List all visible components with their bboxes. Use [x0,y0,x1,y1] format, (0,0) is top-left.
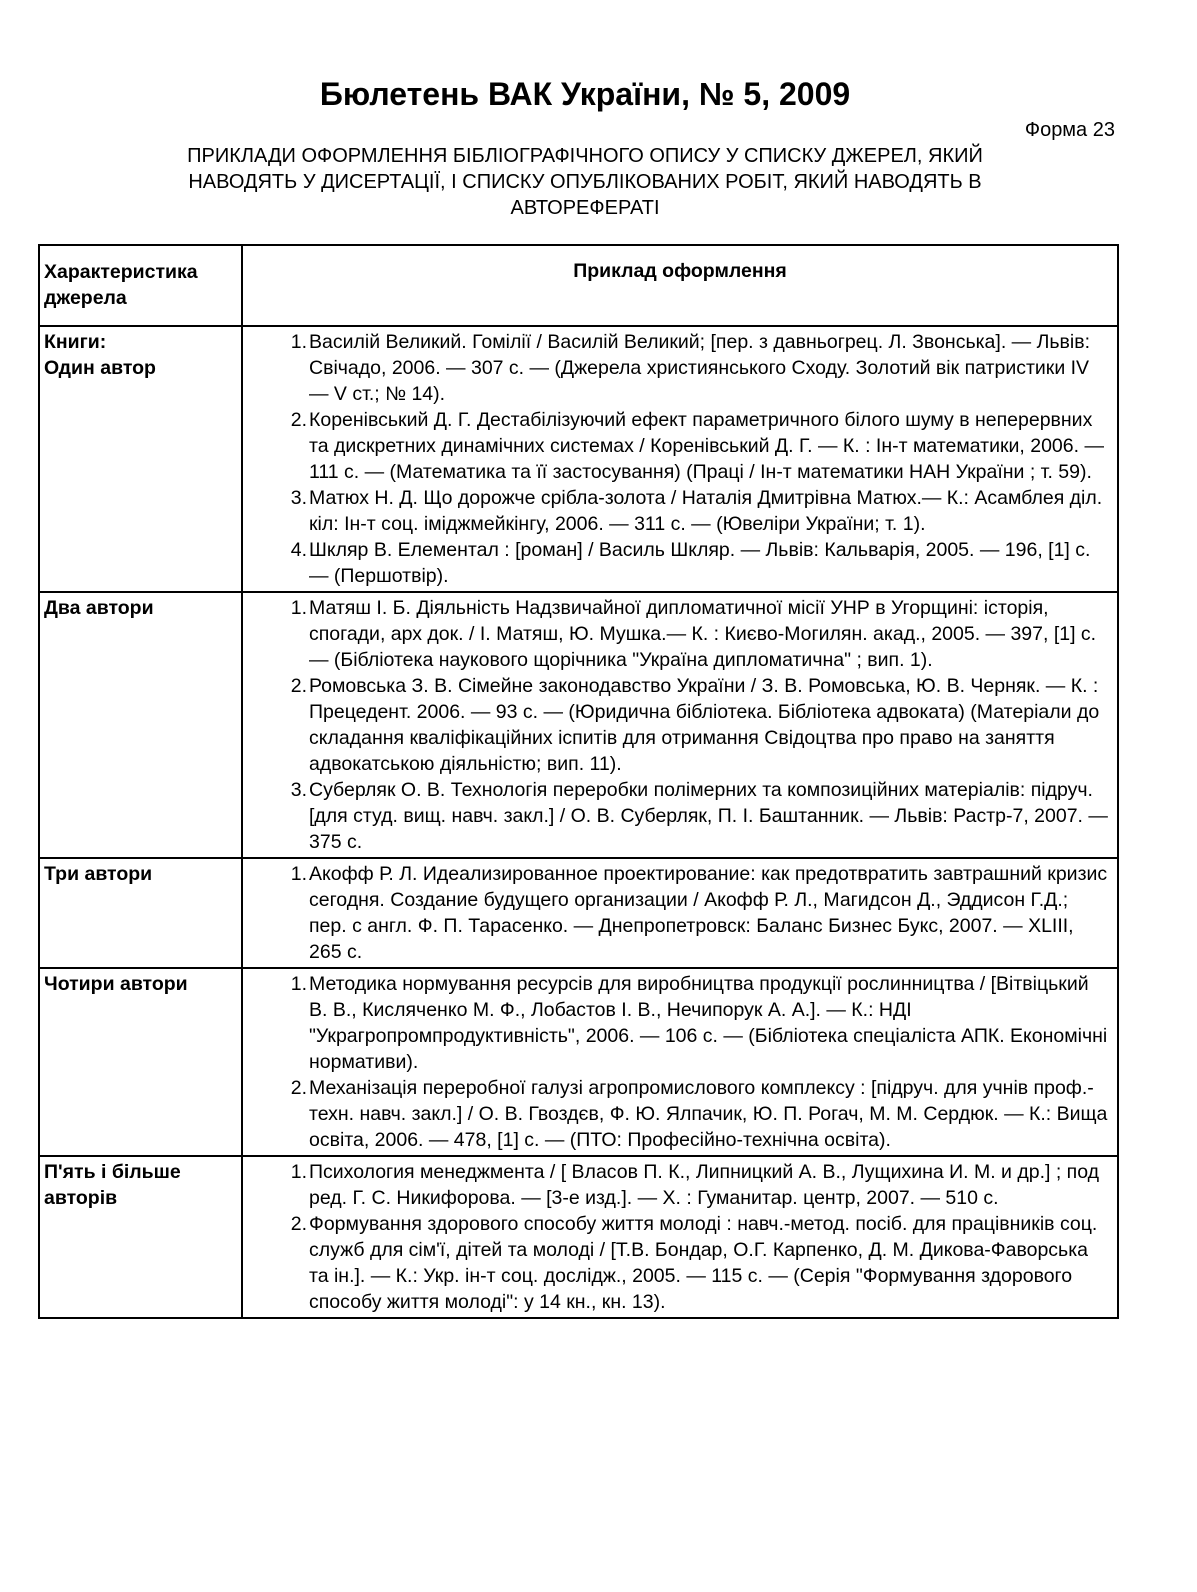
document-subtitle: ПРИКЛАДИ ОФОРМЛЕННЯ БІБЛІОГРАФІЧНОГО ОПИСУ У СПИСКУ ДЖЕРЕЛ, ЯКИЙ НАВОДЯТЬ У ДИСЕРТАЦІЇ, І СПИСКУ ОПУБЛІКОВАНИХ РОБІТ, ЯКИЙ НАВОДЯТЬ В АВТОРЕФЕРАТІ [187,145,983,219]
header-cell-example [242,245,1118,326]
entry-text: Матюх Н. Д. Що дорожче срібла-золота / Наталія Дмитрівна Матюх.— К.: Асамблея діл. кіл: Ін-т соц. іміджмейкінгу, 2006. — 311 с. — (Ювеліри України; т. 1). [309,487,1103,535]
list-item [243,861,1111,965]
list-item [243,673,1111,777]
entry-number: 1. [290,1161,307,1183]
entry-number: 1. [290,863,307,885]
list-item [243,485,1111,537]
entry-text: Суберляк О. В. Технологія переробки полімерних та композиційних матеріалів: підруч. [для студ. вищ. навч. закл.] / О. В. Суберляк, П. І. Баштанник. — Львів: Растр-7, 2007. — 375 с. [309,779,1108,853]
list-item [243,777,1111,855]
entry-text: Матяш І. Б. Діяльність Надзвичайної дипломатичної місії УНР в Угорщині: історія, спогади, арх док. / І. Матяш, Ю. Мушка.— К. : Києво-Могилян. акад., 2005. — 397, [1] с. — (Бібліотека наукового щорічника "Україна дипломатична" ; вип. 1). [309,597,1097,671]
entry-number: 2. [290,409,307,431]
examples-list [243,593,1117,857]
entry-text: Акофф Р. Л. Идеализированное проектирование: как предотвратить завтрашний кризис сегодня. Создание будущего организации / Акофф Р. Л., Магидсон Д., Эддисон Г.Д.; пер. с англ. Ф. П. Тарасенко. — Днепропетровск: Баланс Бизнес Букс, 2007. — XLIII, 265 с. [309,863,1108,963]
category-label: Книги: Один автор [44,331,156,379]
entry-number: 3. [290,779,307,801]
entry-number: 1. [290,973,307,995]
table-row [39,858,1118,968]
table-row [39,592,1118,858]
form-label: Форма 23 [1024,119,1115,141]
header-characteristic-label: Характеристика джерела [44,261,198,309]
entry-text: Психология менеджмента / [ Власов П. К., Липницкий А. В., Лущихина И. М. и др.] ; под ред. Г. С. Никифорова. — [3-е изд.]. — Х. : Гуманитар. центр, 2007. — 510 с. [309,1161,1100,1209]
examples-list [243,859,1117,967]
list-item [243,1211,1111,1315]
entry-number: 2. [290,675,307,697]
header-example-label: Приклад оформлення [573,260,787,282]
list-item [243,537,1111,589]
entry-number: 1. [290,597,307,619]
entry-text: Коренівський Д. Г. Дестабілізуючий ефект параметричного білого шуму в неперервних та дискретних динамічних системах / Коренівський Д. Г. — К. : Ін-т математики, 2006. — 111 с. — (Математика та її застосування) (Праці / Ін-т математики НАН України ; т. 59). [309,409,1104,483]
entry-text: Методика нормування ресурсів для виробництва продукції рослинництва / [Вітвіцький В. В., Кисляченко М. Ф., Лобастов І. В., Нечипорук А. А.]. — К.: НДІ "Украгропромпродуктивність", 2006. — 106 с. — (Бібліотека спеціаліста АПК. Економічні нормативи). [309,973,1108,1073]
examples-cell [242,592,1118,858]
category-cell [39,968,242,1156]
list-item [243,407,1111,485]
entry-number: 1. [290,331,307,353]
list-item [243,1075,1111,1153]
entry-text: Формування здорового способу життя молоді : навч.-метод. посіб. для працівників соц. служб для сім'ї, дітей та молоді / [Т.В. Бондар, О.Г. Карпенко, Д. М. Дикова-Фаворська та ін.]. — К.: Укр. ін-т соц. дослідж., 2005. — 115 с. — (Серія "Формування здорового способу життя молоді": у 14 кн., кн. 13). [309,1213,1098,1313]
entry-text: Шкляр В. Елементал : [роман] / Василь Шкляр. — Львів: Кальварія, 2005. — 196, [1] с. — (Першотвір). [309,539,1091,587]
entry-text: Василій Великий. Гомілії / Василій Великий; [пер. з давньогрец. Л. Звонська]. — Львів: Свічадо, 2006. — 307 с. — (Джерела християнського Сходу. Золотий вік патристики IV — V ст.; № 14). [309,331,1090,405]
table-row [39,1156,1118,1318]
list-item [243,1159,1111,1211]
entry-number: 2. [290,1077,307,1099]
entry-number: 4. [290,539,307,561]
entry-text: Механізація переробної галузі агропромислового комплексу : [підруч. для учнів проф.-техн. навч. закл.] / О. В. Гвоздєв, Ф. Ю. Ялпачик, Ю. П. Рогач, М. М. Сердюк. — К.: Вища освіта, 2006. — 478, [1] с. — (ПТО: Професійно-технічна освіта). [309,1077,1108,1151]
examples-cell [242,326,1118,592]
category-label: Два автори [44,597,154,619]
examples-cell [242,1156,1118,1318]
examples-list [243,327,1117,591]
list-item [243,595,1111,673]
examples-cell [242,968,1118,1156]
list-item [243,329,1111,407]
table-row [39,326,1118,592]
page-title: Бюлетень ВАК України, № 5, 2009 [319,76,851,112]
entry-text: Ромовська З. В. Сімейне законодавство України / З. В. Ромовська, Ю. В. Черняк. — К. : Прецедент. 2006. — 93 с. — (Юридична бібліотека. Бібліотека адвоката) (Матеріали до складання кваліфікаційних іспитів для отримання Свідоцтва про право на заняття адвокатською діяльністю; вип. 11). [309,675,1100,775]
header-cell-characteristic [39,245,242,326]
category-cell [39,858,242,968]
category-cell [39,592,242,858]
entry-number: 3. [290,487,307,509]
table-row [39,968,1118,1156]
examples-cell [242,858,1118,968]
list-item [243,971,1111,1075]
category-cell [39,326,242,592]
category-label: Три автори [44,863,153,885]
table-header-row [39,245,1118,326]
examples-list [243,969,1117,1155]
examples-list [243,1157,1117,1317]
entry-number: 2. [290,1213,307,1235]
bibliography-table [38,244,1119,1319]
category-label: П'ять і більше авторів [44,1161,181,1209]
category-label: Чотири автори [44,973,188,995]
category-cell [39,1156,242,1318]
